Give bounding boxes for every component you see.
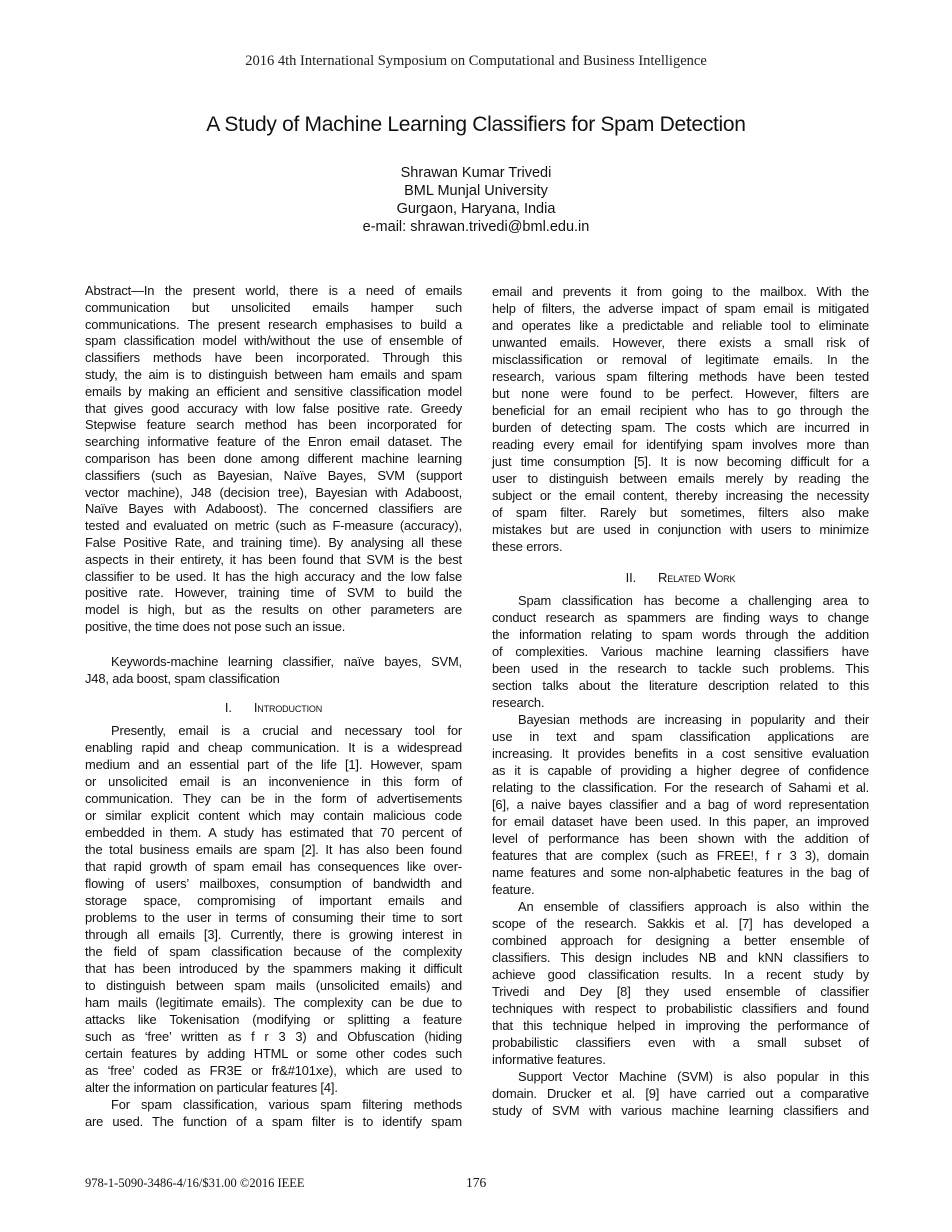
section-heading [85, 699, 462, 716]
text-line: domain. Drucker et al. [9] have carried out a comparative [492, 1086, 869, 1101]
text-line: that this technique helped in improving the performance of [492, 1018, 869, 1033]
text-line: storage space, compromising of important emails and [85, 892, 462, 908]
text-line: Spam classification has become a challenging area to [518, 593, 869, 608]
text-line: Support Vector Machine (SVM) is also popular in this [518, 1069, 869, 1084]
text-line: that has been introduced by the spammers making it difficult [85, 960, 462, 976]
text-line: embedded in them. A study has estimated that 70 percent of [85, 824, 462, 840]
text-line: that rapid growth of spam email has consequences like over- [85, 858, 462, 874]
text-line: name features and some non-alphabetic features in the bag of [492, 865, 869, 880]
text-line: [6], a naive bayes classifier and a bag of word representation [492, 797, 869, 812]
body-paragraph [492, 1068, 869, 1119]
text-line: subject or the email content, thereby increasing the necessity [492, 488, 869, 503]
body-paragraph [85, 722, 462, 1096]
page-number: 176 [466, 1175, 487, 1190]
text-line: of complexities. Various machine learning classifiers have [492, 644, 869, 659]
text-line: classifier to be used. It has the high accuracy and the low false [85, 568, 462, 584]
text-line: of spam filter. Rarely but sometimes, filters also make [492, 505, 869, 520]
footer-isbn: 978-1-5090-3486-4/16/$31.00 ©2016 IEEE [85, 1176, 305, 1190]
text-line: Keywords-machine learning classifier, naïve bayes, SVM, [111, 653, 462, 669]
text-line: section talks about the literature description related to this [492, 678, 869, 693]
text-line: help of filters, the adverse impact of spam email is mitigated [492, 301, 869, 316]
keywords-paragraph [85, 653, 462, 687]
text-line: communications. The present research emphasises to build a [85, 316, 462, 332]
text-line: vector machine), J48 (decision tree), Bayesian with Adaboost, [85, 484, 462, 500]
text-line: probabilistic classifiers even with a small subset of [492, 1035, 869, 1050]
text-line: the field of spam classification because of the complexity [85, 943, 462, 959]
text-line: Naïve Bayes with Adaboost). The concerned classifiers are [85, 501, 462, 517]
section-title: Introduction [253, 699, 323, 715]
conference-header: 2016 4th International Symposium on Computational and Business Intelligence [245, 53, 707, 69]
text-line: are used. The function of a spam filter is to identify spam [85, 1113, 462, 1129]
text-line: to distinguish between spam mails (unsolicited emails) and [85, 977, 462, 993]
right-column [492, 283, 869, 1119]
text-line: or unsolicited email is an inconvenience in this form of [85, 773, 462, 789]
text-line: Presently, email is a crucial and necessary tool for [111, 722, 462, 738]
text-line: misclassification or removal of legitimate emails. In the [492, 352, 869, 367]
section-number: II. [625, 570, 637, 585]
text-line: these errors. [492, 539, 563, 554]
text-line: mistakes but are used in conjunction with users to minimize [492, 522, 869, 537]
text-line: Abstract—In the present world, there is a need of emails [85, 283, 462, 298]
text-line: spam classification model with/without the use of ensemble of [85, 333, 462, 349]
text-line: conduct research as spammers are finding ways to change [492, 610, 869, 625]
text-line: for email dataset have been used. In this paper, an improved [492, 814, 869, 829]
body-paragraph [492, 283, 869, 555]
body-paragraph [492, 711, 869, 898]
text-line: study, the aim is to distinguish between ham emails and spam [85, 366, 462, 382]
text-line: such as ‘free’ written as f r 3 3) and Obfuscation (hiding [85, 1028, 462, 1044]
text-line: scope of the research. Sakkis et al. [7] has developed a [492, 916, 869, 931]
text-line: Trivedi and Dey [8] they used ensemble of classifier [492, 984, 869, 999]
text-line: through all emails [3]. Currently, there is growing interest in [85, 926, 462, 942]
text-line: certain features by adding HTML or some other codes such [85, 1045, 462, 1061]
text-line: Bayesian methods are increasing in popularity and their [518, 712, 869, 727]
body-paragraph [492, 898, 869, 1068]
text-line: positive rate. However, training time of SVM to build the [85, 585, 462, 601]
text-line: flowing of users’ mailboxes, consumption of bandwidth and [85, 875, 462, 891]
left-column [85, 283, 462, 1130]
text-line: burden of detecting spam. The costs which are incurred in [492, 420, 869, 435]
abstract-paragraph [85, 283, 462, 636]
text-line: or similar explicit content which may contain malicious code [85, 807, 462, 823]
text-line: Stepwise feature search method has been incorporated for [85, 417, 462, 433]
text-line: emails by making an efficient and sensitive classification model [85, 383, 462, 399]
text-line: reading every email for identifying spam involves more than [492, 437, 869, 452]
body-paragraph [85, 1096, 462, 1130]
text-line: positive, the time does not pose such an issue. [85, 618, 346, 634]
text-line: been used in the research to tackle such problems. This [492, 661, 869, 676]
text-line: just time consumption [5]. It is now becoming difficult for a [492, 454, 869, 469]
text-line: ham mails (legitimate emails). The complexity can be due to [85, 994, 462, 1010]
text-line: classifiers methods have been incorporated. Through this [85, 350, 462, 366]
text-line: enabling rapid and cheap communication. It is a widespread [85, 739, 462, 755]
paper-title: A Study of Machine Learning Classifiers for Spam Detection [206, 113, 746, 136]
section-heading [492, 569, 869, 586]
text-line: alter the information on particular features [4]. [85, 1079, 338, 1095]
author-location: Gurgaon, Haryana, India [396, 201, 556, 217]
text-line: as it is capable of providing a higher degree of confidence [492, 763, 869, 778]
text-line: comparison has been done among different machine learning [85, 450, 462, 466]
text-line: combined approach for designing a better ensemble of [492, 933, 869, 948]
author-block [0, 164, 952, 236]
author-affiliation: BML Munjal University [404, 183, 548, 199]
text-line: communication but unsolicited emails hamper such [85, 299, 462, 315]
text-line: research. [492, 695, 545, 710]
text-line: level of performance has been shown with the addition of [492, 831, 869, 846]
text-line: email and prevents it from going to the mailbox. With the [492, 284, 869, 299]
text-line: use in text and spam classification applications are [492, 729, 869, 744]
text-line: the information relating to spam words through the addition [492, 627, 869, 642]
text-line: communication. They can be in the form of advertisements [85, 790, 462, 806]
text-line: achieve good classification results. In a recent study by [492, 967, 869, 982]
text-line: For spam classification, various spam filtering methods [111, 1096, 462, 1112]
text-line: informative features. [492, 1052, 606, 1067]
text-line: but none were found to be perfect. However, filters are [492, 386, 869, 401]
text-line: model is high, but as the results on other parameters are [85, 602, 462, 618]
text-line: study of SVM with various machine learning classifiers and [492, 1103, 869, 1118]
text-line: beneficial for an email recipient who has to go through the [492, 403, 869, 418]
text-line: False Positive Rate, and training time). By analysing all these [85, 534, 462, 550]
text-line: aspects in their entirety, it has been found that SVM is the best [85, 551, 462, 567]
text-line: medium and an essential part of the life [1]. However, spam [85, 756, 462, 772]
text-line: relating to the classification. For the research of Sahami et al. [492, 780, 869, 795]
text-line: feature. [492, 882, 535, 897]
section-number: I. [224, 699, 232, 715]
text-line: unwanted emails. However, there exists a small risk of [492, 335, 869, 350]
body-paragraph [492, 592, 869, 711]
author-name: Shrawan Kumar Trivedi [400, 165, 552, 181]
text-line: and operates like a predictable and reliable tool to eliminate [492, 318, 869, 333]
text-line: user to distinguish between emails merely by reading the [492, 471, 869, 486]
text-line: An ensemble of classifiers approach is also within the [518, 899, 869, 914]
text-line: research, various spam filtering methods have been tested [492, 369, 869, 384]
text-line: techniques with respect to probabilistic classifiers and found [492, 1001, 869, 1016]
author-email: e-mail: shrawan.trivedi@bml.edu.in [362, 219, 590, 235]
text-line: as ‘free’ coded as FR3E or fr&#101xe), which are used to [85, 1062, 462, 1078]
text-line: the total business emails are spam [2]. It has also been found [85, 841, 462, 857]
text-line: that gives good accuracy with low false positive rate. Greedy [85, 400, 462, 416]
text-line: attacks like Tokenisation (modifying or splitting a feature [85, 1011, 462, 1027]
text-line: classifiers (such as Bayesian, Naïve Bayes, SVM (support [85, 467, 462, 483]
text-line: features that are complex (such as FREE!, f r 3 3), domain [492, 848, 869, 863]
text-line: tested and evaluated on metric (such as F-measure (accuracy), [85, 518, 462, 534]
text-line: J48, ada boost, spam classification [85, 670, 280, 686]
text-line: classifiers. This design includes NB and kNN classifiers to [492, 950, 869, 965]
section-title: Related Work [658, 570, 736, 585]
text-line: problems to the user in terms of consuming their time to sort [85, 909, 462, 925]
text-line: increasing. It provides benefits in a cost sensitive evaluation [492, 746, 869, 761]
text-line: searching informative feature of the Enron email dataset. The [85, 434, 462, 450]
